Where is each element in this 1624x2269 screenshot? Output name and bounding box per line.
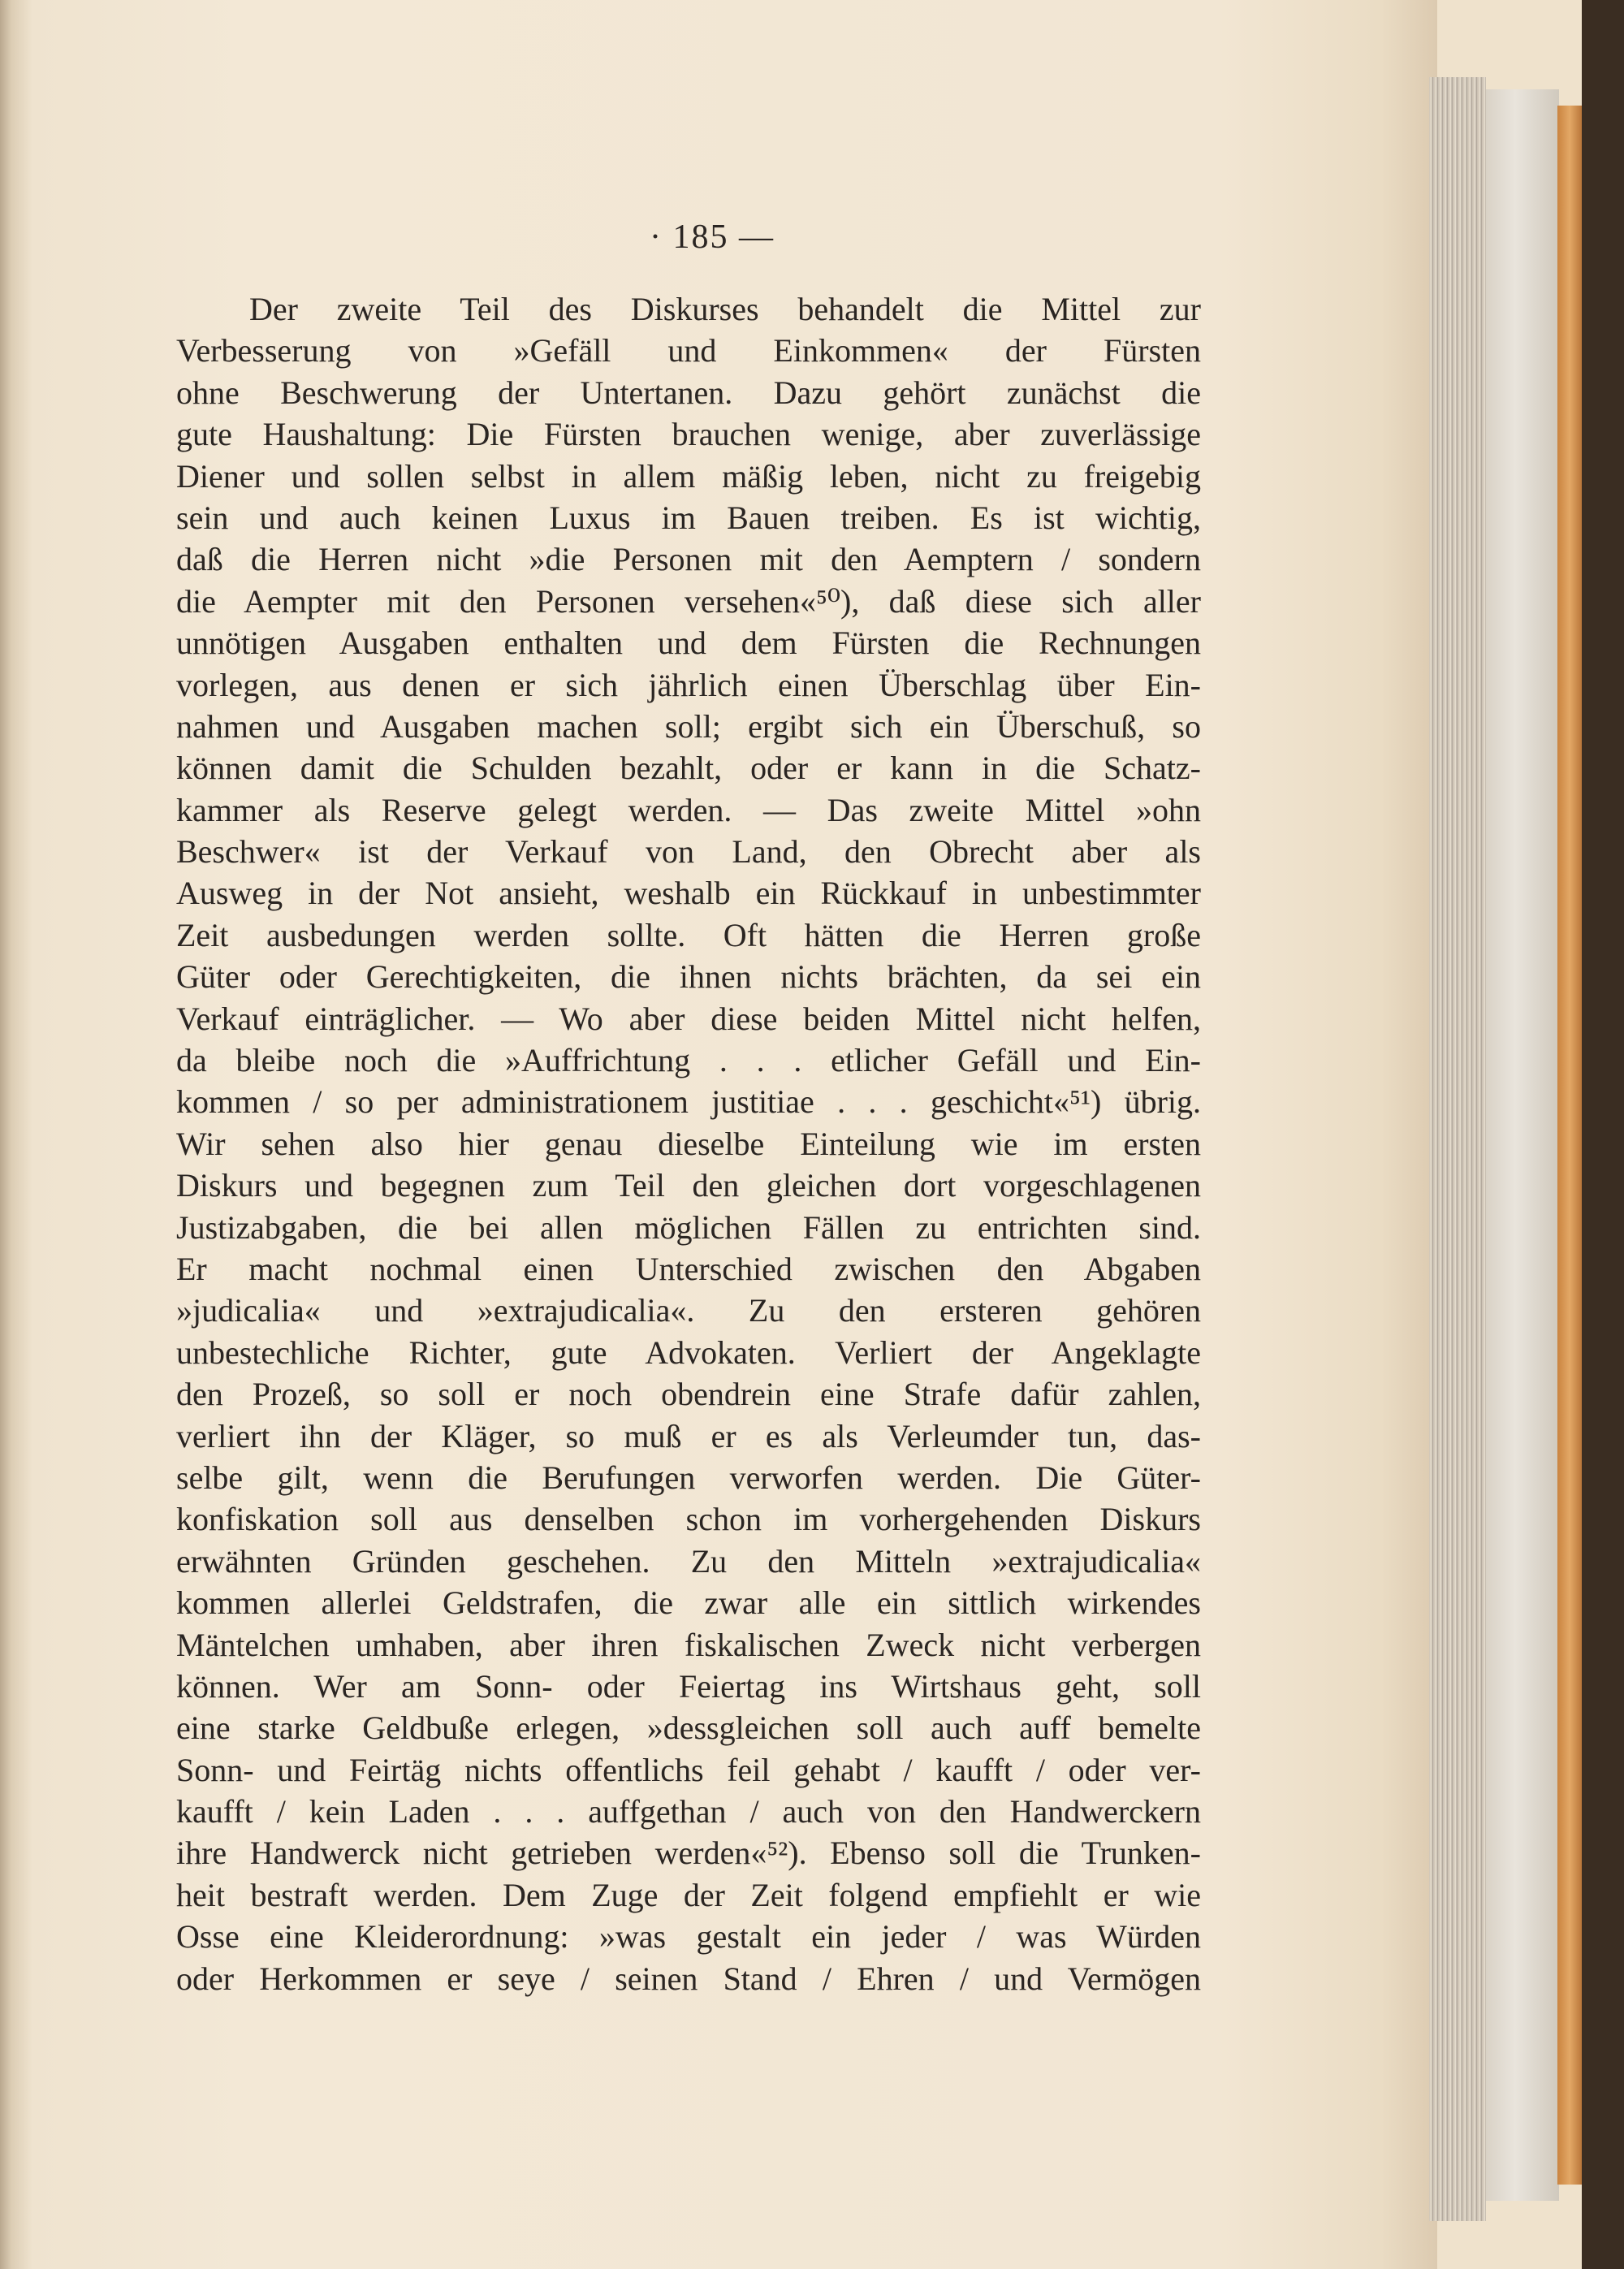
text-line: Ausweg in der Not ansieht, weshalb ein Rückkauf in unbestimmter (176, 875, 1201, 912)
text-line: heit bestraft werden. Dem Zuge der Zeit folgend empfiehlt er wie (176, 1876, 1201, 1913)
text-line: kammer als Reserve gelegt werden. — Das zweite Mittel »ohn (176, 791, 1201, 828)
text-line: daß die Herren nicht »die Personen mit den Aemptern / sondern (176, 541, 1201, 578)
text-line: unnötigen Ausgaben enthalten und dem Fürsten die Rechnungen (176, 625, 1201, 662)
text-line: kommen / so per administrationem justitiae . . . geschicht«⁵¹) übrig. (176, 1083, 1201, 1121)
text-line: Der zweite Teil des Diskurses behandelt die Mittel zur (249, 291, 1201, 327)
text-line: vorlegen, aus denen er sich jährlich einen Überschlag über Ein- (176, 666, 1201, 703)
page-block (1486, 89, 1559, 2201)
text-line: den Prozeß, so soll er noch obendrein eine Strafe dafür zahlen, (176, 1376, 1201, 1413)
backdrop (1582, 0, 1624, 2269)
page-edges (1429, 77, 1486, 2221)
body-text (176, 288, 1201, 1999)
text-line: ohne Beschwerung der Untertanen. Dazu gehört zunächst die (176, 374, 1201, 411)
text-line: Beschwer« ist der Verkauf von Land, den Obrecht aber als (176, 833, 1201, 871)
text-line: Justizabgaben, die bei allen möglichen Fällen zu entrichten sind. (176, 1208, 1201, 1246)
text-line: selbe gilt, wenn die Berufungen verworfen werden. Die Güter- (176, 1459, 1201, 1496)
text-line: verliert ihn der Kläger, so muß er es als Verleumder tun, das- (176, 1417, 1201, 1454)
text-line: Diskurs und begegnen zum Teil den gleichen dort vorgeschlagenen (176, 1167, 1201, 1204)
text-line: kaufft / kein Laden . . . auffgethan / auch von den Handwerckern (176, 1793, 1201, 1830)
text-line: unbestechliche Richter, gute Advokaten. Verliert der Angeklagte (176, 1333, 1201, 1371)
book-cover-edge (1557, 106, 1582, 2185)
text-line: Zeit ausbedungen werden sollte. Oft hätten die Herren große (176, 916, 1201, 953)
text-line: erwähnten Gründen geschehen. Zu den Mitteln »extrajudicalia« (176, 1542, 1201, 1580)
text-line: oder Herkommen er seye / seinen Stand / Ehren / und Vermögen (176, 1960, 1201, 1997)
text-line: konfiskation soll aus denselben schon im vorhergehenden Diskurs (176, 1501, 1201, 1538)
text-line: können. Wer am Sonn- oder Feiertag ins Wirtshaus geht, soll (176, 1667, 1201, 1705)
text-line: Mäntelchen umhaben, aber ihren fiskalischen Zweck nicht verbergen (176, 1626, 1201, 1663)
text-line: ihre Handwerck nicht getrieben werden«⁵²). Ebenso soll die Trunken- (176, 1835, 1201, 1872)
text-line: Diener und sollen selbst in allem mäßig leben, nicht zu freigebig (176, 457, 1201, 495)
text-line: kommen allerlei Geldstrafen, die zwar alle ein sittlich wirkendes (176, 1584, 1201, 1622)
text-line: Osse eine Kleiderordnung: »was gestalt ein jeder / was Würden (176, 1918, 1201, 1956)
text-line: Wir sehen also hier genau dieselbe Einteilung wie im ersten (176, 1125, 1201, 1162)
text-line: Verbesserung von »Gefäll und Einkommen« der Fürsten (176, 332, 1201, 370)
text-line: Güter oder Gerechtigkeiten, die ihnen nichts brächten, da sei ein (176, 958, 1201, 996)
text-line: da bleibe noch die »Auffrichtung . . . etlicher Gefäll und Ein- (176, 1042, 1201, 1079)
page-number: · 185 — (650, 218, 775, 256)
text-line: gute Haushaltung: Die Fürsten brauchen wenige, aber zuverlässige (176, 416, 1201, 453)
text-line: können damit die Schulden bezahlt, oder er kann in die Schatz- (176, 750, 1201, 787)
text-line: die Aempter mit den Personen versehen«⁵⁰), daß diese sich aller (176, 582, 1201, 620)
text-line: »judicalia« und »extrajudicalia«. Zu den ersteren gehören (176, 1292, 1201, 1329)
text-line: eine starke Geldbuße erlegen, »dessgleichen soll auch auff bemelte (176, 1709, 1201, 1747)
text-line: sein und auch keinen Luxus im Bauen treiben. Es ist wichtig, (176, 499, 1201, 536)
text-line: Sonn- und Feirtäg nichts offentlichs feil gehabt / kaufft / oder ver- (176, 1751, 1201, 1788)
text-line: nahmen und Ausgaben machen soll; ergibt sich ein Überschuß, so (176, 707, 1201, 745)
text-line: Verkauf einträglicher. — Wo aber diese beiden Mittel nicht helfen, (176, 1000, 1201, 1037)
text-line: Er macht nochmal einen Unterschied zwischen den Abgaben (176, 1250, 1201, 1287)
